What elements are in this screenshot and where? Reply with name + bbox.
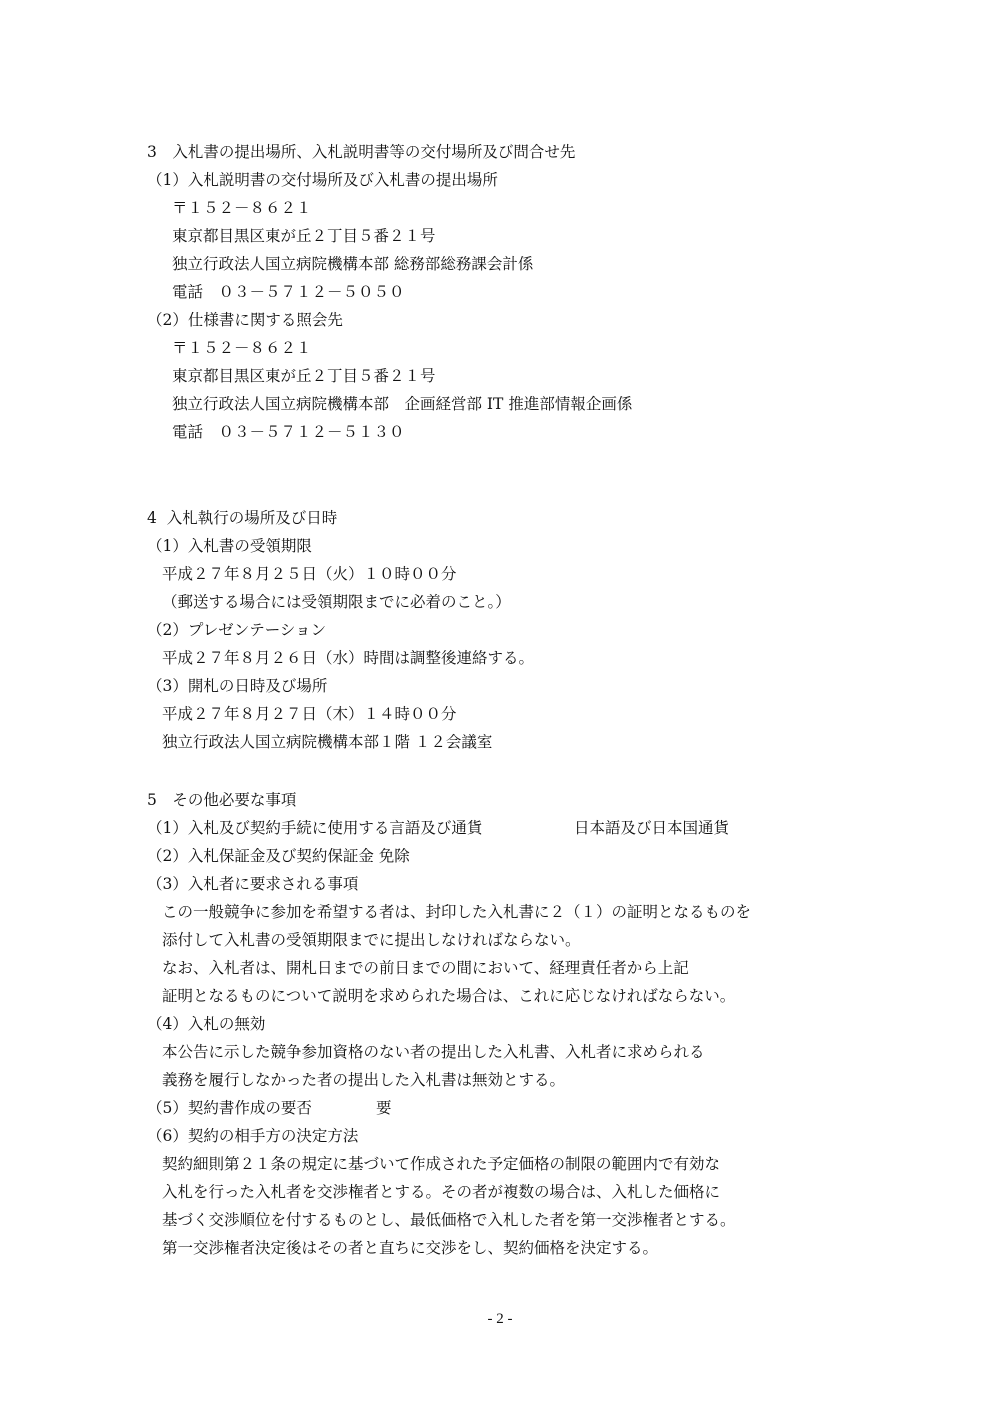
section-5-item-3-label: （3）入札者に要求される事項 — [147, 875, 359, 893]
section-4-item-3-datetime: 平成２７年８月２７日（木）１４時００分 — [162, 705, 457, 723]
section-5-item-5-value: 要 — [376, 1099, 392, 1117]
section-4-item-2-date: 平成２７年８月２６日（水）時間は調整後連絡する。 — [162, 649, 535, 667]
section-4-item-1-deadline: 平成２７年８月２５日（火）１０時００分 — [162, 565, 457, 583]
section-3-item-1-phone: 電話 ０３－５７１２－５０５０ — [172, 283, 405, 301]
section-4-heading: 4 入札執行の場所及び日時 — [147, 509, 338, 527]
section-3-item-2-address: 東京都目黒区東が丘２丁目５番２１号 — [172, 367, 436, 385]
section-5-item-3-text-line: この一般競争に参加を希望する者は、封印した入札書に２（１）の証明となるものを — [162, 903, 752, 921]
section-3-item-1-postal-code: 〒１５２－８６２１ — [172, 199, 312, 217]
section-5-item-6-label: （6）契約の相手方の決定方法 — [147, 1127, 359, 1145]
section-4-item-2-label: （2）プレゼンテーション — [147, 621, 327, 639]
section-5-heading: 5 その他必要な事項 — [147, 791, 297, 809]
section-5-item-6-text-line: 契約細則第２１条の規定に基づいて作成された予定価格の制限の範囲内で有効な — [162, 1155, 721, 1173]
section-3-item-1-organization: 独立行政法人国立病院機構本部 総務部総務課会計係 — [172, 255, 534, 273]
section-4-item-1-note: （郵送する場合には受領期限までに必着のこと。） — [162, 593, 511, 611]
section-5-item-1-label: （1）入札及び契約手続に使用する言語及び通貨 — [147, 819, 483, 837]
section-3-item-2-phone: 電話 ０３－５７１２－５１３０ — [172, 423, 405, 441]
section-5-item-6-text-line: 基づく交渉順位を付するものとし、最低価格で入札した者を第一交渉権者とする。 — [162, 1211, 736, 1229]
section-3-item-2-organization: 独立行政法人国立病院機構本部 企画経営部 IT 推進部情報企画係 — [172, 395, 633, 413]
section-5-item-6-text-line: 第一交渉権者決定後はその者と直ちに交渉をし、契約価格を決定する。 — [162, 1239, 659, 1257]
section-4-item-3-label: （3）開札の日時及び場所 — [147, 677, 328, 695]
section-5-item-6-text-line: 入札を行った入札者を交渉権者とする。その者が複数の場合は、入札した価格に — [162, 1183, 721, 1201]
section-3-item-1-address: 東京都目黒区東が丘２丁目５番２１号 — [172, 227, 436, 245]
section-5-item-5-label: （5）契約書作成の要否 — [147, 1099, 312, 1117]
section-3-item-1-label: （1）入札説明書の交付場所及び入札書の提出場所 — [147, 171, 498, 189]
section-4-item-3-location: 独立行政法人国立病院機構本部１階 １２会議室 — [162, 733, 493, 751]
section-3-item-2-postal-code: 〒１５２－８６２１ — [172, 339, 312, 357]
section-5-item-3-text-line: 添付して入札書の受領期限までに提出しなければならない。 — [162, 931, 581, 949]
section-3-heading: 3 入札書の提出場所、入札説明書等の交付場所及び問合せ先 — [147, 143, 576, 161]
section-3-item-2-label: （2）仕様書に関する照会先 — [147, 311, 343, 329]
section-5-item-4-text-line: 本公告に示した競争参加資格のない者の提出した入札書、入札者に求められる — [162, 1043, 705, 1061]
section-5-item-2-label: （2）入札保証金及び契約保証金 免除 — [147, 847, 410, 865]
section-4-item-1-label: （1）入札書の受領期限 — [147, 537, 312, 555]
section-5-item-4-label: （4）入札の無効 — [147, 1015, 266, 1033]
section-5-item-1-value: 日本語及び日本国通貨 — [574, 819, 730, 837]
section-5-item-3-text-line: 証明となるものについて説明を求められた場合は、これに応じなければならない。 — [162, 987, 736, 1005]
section-5-item-3-text-line: なお、入札者は、開札日までの前日までの間において、経理責任者から上記 — [162, 959, 689, 977]
section-5-item-4-text-line: 義務を履行しなかった者の提出した入札書は無効とする。 — [162, 1071, 566, 1089]
page-number: - 2 - — [487, 1311, 513, 1327]
